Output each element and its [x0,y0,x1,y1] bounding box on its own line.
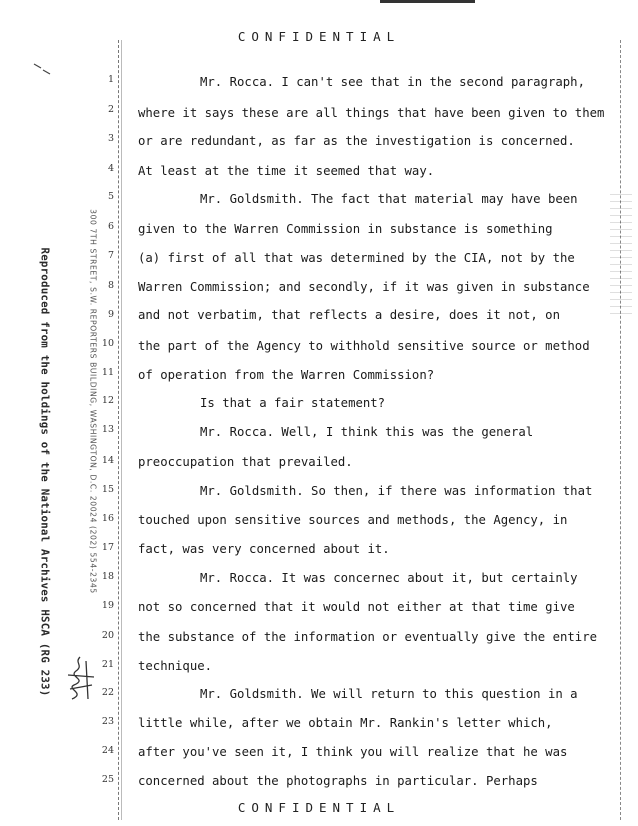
line-number: 8 [107,280,114,291]
transcript-line: Mr. Goldsmith. The fact that material may have been [200,192,578,206]
transcript-line: Is that a fair statement? [200,396,386,410]
transcript-line: given to the Warren Commission in substance is something [138,222,553,236]
line-number: 19 [101,600,114,611]
line-number: 7 [107,250,114,261]
transcript-line: Mr. Rocca. Well, I think this was the general [200,425,534,439]
line-number: 5 [107,191,114,202]
transcript-line: Mr. Rocca. It was concernec about it, but certainly [200,571,578,585]
left-margin-rule [118,40,120,820]
reporter-address: 300 7TH STREET, S.W. REPORTERS BUILDING, WASHINGTON, D.C. 20024 (202) 554-2345 [88,209,98,594]
transcript-line: (a) first of all that was determined by the CIA, not by the [138,251,575,265]
archive-watermark: Reproduced from the holdings of the National Archives HSCA (RG 233) [38,247,52,697]
transcript-line: touched upon sensitive sources and methods, the Agency, in [138,513,568,527]
line-number: 11 [101,367,114,378]
transcript-line: Mr. Goldsmith. So then, if there was information that [200,484,593,498]
line-number: 12 [101,395,114,406]
line-number: 21 [101,659,114,670]
handwritten-initials-mark [62,655,98,705]
left-margin-rule-inner [121,40,123,820]
transcript-line: where it says these are all things that have been given to them [138,106,605,120]
transcript-line: of operation from the Warren Commission? [138,368,435,382]
transcript-line: not so concerned that it would not either at that time give [138,600,575,614]
line-number: 6 [107,221,114,232]
transcript-line: little while, after we obtain Mr. Rankin's letter which, [138,716,553,730]
line-number: 16 [101,513,114,524]
transcript-line: and not verbatim, that reflects a desire, does it not, on [138,308,560,322]
line-number: 24 [101,745,114,756]
transcript-line: Warren Commission; and secondly, if it was given in substance [138,280,590,294]
top-edge-mark [380,0,475,3]
line-number: 9 [107,309,114,320]
transcript-line: or are redundant, as far as the investigation is concerned. [138,134,575,148]
transcript-line: Mr. Rocca. I can't see that in the second paragraph, [200,75,585,89]
transcript-line: concerned about the photographs in particular. Perhaps [138,774,538,788]
line-number: 25 [101,774,114,785]
line-number: 23 [101,716,114,727]
line-number: 3 [107,133,114,144]
line-number: 17 [101,542,114,553]
transcript-line: At least at the time it seemed that way. [138,164,435,178]
footer-confidential: CONFIDENTIAL [237,800,401,815]
scan-noise-right [610,190,632,320]
line-number: 15 [101,484,114,495]
transcript-line: preoccupation that prevailed. [138,455,353,469]
margin-tick-mark [32,62,52,76]
line-number: 4 [107,163,114,174]
transcript-line: Mr. Goldsmith. We will return to this question in a [200,687,578,701]
transcript-line: fact, was very concerned about it. [138,542,390,556]
line-number: 22 [101,687,114,698]
right-margin-rule [620,40,622,820]
line-number: 2 [107,104,114,115]
line-number: 1 [107,74,114,85]
line-number: 10 [101,338,114,349]
line-number: 18 [101,571,114,582]
line-number: 14 [101,455,114,466]
line-number: 13 [101,424,114,435]
transcript-line: the substance of the information or eventually give the entire [138,630,598,644]
transcript-line: the part of the Agency to withhold sensitive source or method [138,339,590,353]
transcript-line: after you've seen it, I think you will realize that he was [138,745,568,759]
line-number: 20 [101,630,114,641]
transcript-line: technique. [138,659,213,673]
header-confidential: CONFIDENTIAL [237,29,401,44]
